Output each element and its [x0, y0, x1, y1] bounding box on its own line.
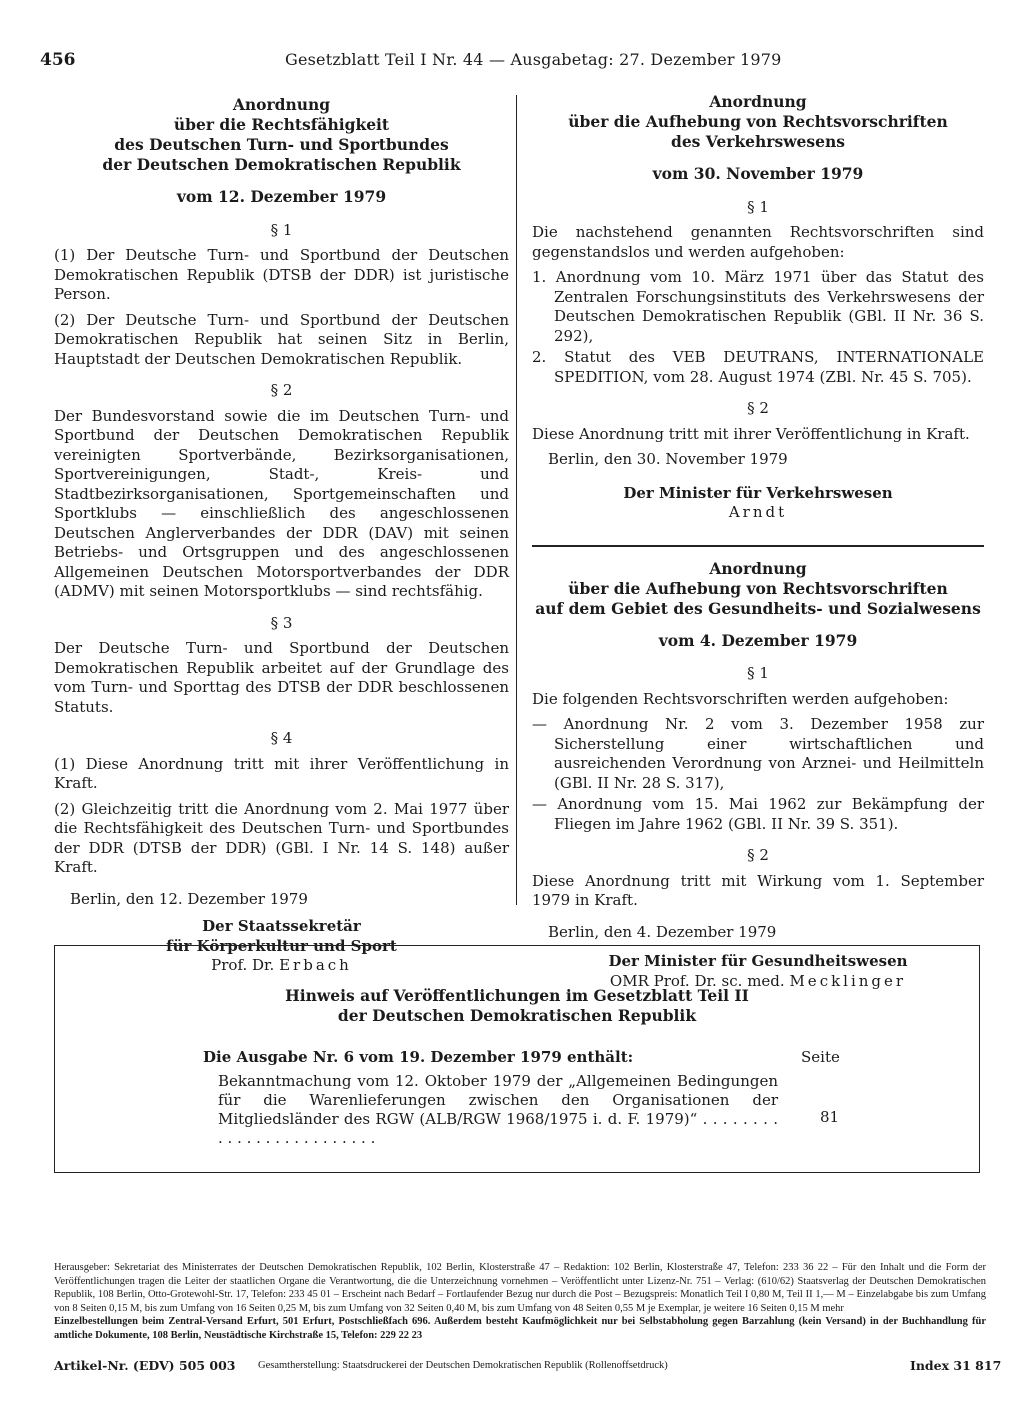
right-bottom-list-item: [532, 715, 984, 793]
list-dash: —: [532, 715, 547, 733]
right-bottom-signer-prefix: OMR Prof. Dr. sc. med.: [609, 971, 785, 990]
gazette-part-ii-notice: [54, 945, 980, 1173]
left-signer-title-line: Der Staatssekretär: [202, 917, 361, 935]
list-dash: —: [532, 795, 547, 813]
right-bottom-section-2-para: Diese Anordnung tritt mit Wirkung vom 1. September 1979 in Kraft.: [532, 871, 984, 909]
left-title-line: des Deutschen Turn- und Sportbundes: [114, 135, 449, 154]
right-top-section-1-intro: Die nachstehend genannten Rechtsvorschriften sind gegenstandslos und werden aufgehoben:: [532, 223, 984, 261]
notice-entry: Bekanntmachung vom 12. Oktober 1979 der „Allgemeinen Bedingungen für die Warenlieferungen zwischen den Organisationen der Mitgliedsländer des RGW (ALB/RGW 1968/1975 i. d. F. 1979)“ . . . . . . . . . . . . . . . . . . . . . . . . .: [218, 1072, 778, 1147]
left-title-line: der Deutschen Demokratischen Republik: [102, 155, 461, 174]
list-item-text: Anordnung vom 15. Mai 1962 zur Bekämpfung der Fliegen im Jahre 1962 (GBl. II Nr. 39 S. 351).: [554, 795, 984, 833]
article-number: Artikel-Nr. (EDV) 505 003: [54, 1358, 236, 1373]
imprint-text: Herausgeber: Sekretariat des Ministerrates der Deutschen Demokratischen Republik, 102 Berlin, Klosterstraße 47 – Redaktion: 102 Berlin, Klosterstraße 47, Telefon: 233 36 22 – Für den Inhalt und die Form der Veröffentlichungen tragen die Leiter der staatlichen Organe die Verantwortung, die die Unterzeichnung vornehmen – Veröffentlicht unter Lizenz-Nr. 751 – Verlag: (610/62) Staatsverlag der Deutschen Demokratischen Republik, 108 Berlin, Otto-Grotewohl-Str. 17, Telefon: 233 45 01 – Erscheint nach Bedarf – Fortlaufender Bezug nur durch die Post – Bezugspreis: Monatlich Teil I 0,80 M, Teil II 1,— M – Einzelabgabe bis zum Umfang von 8 Seiten 0,15 M, bis zum Umfang von 16 Seiten 0,25 M, bis zum Umfang von 32 Seiten 0,40 M, bis zum Umfang von 48 Seiten 0,55 M je Exemplar, je weitere 16 Seiten 0,15 M mehr: [54, 1262, 986, 1314]
index-number: Index 31 817: [910, 1358, 1002, 1373]
right-bottom-signer-title: Der Minister für Gesundheitswesen: [608, 952, 908, 970]
right-top-signer-title: Der Minister für Verkehrswesen: [623, 483, 893, 502]
right-bottom-title-line: Anordnung: [709, 558, 807, 578]
right-top-date: vom 30. November 1979: [652, 164, 864, 183]
list-item-text: Anordnung Nr. 2 vom 3. Dezember 1958 zur Sicherstellung einer wirtschaftlichen und ausreichenden Verordnung von Arznei- und Heilmitteln (GBl. II Nr. 28 S. 317),: [554, 715, 984, 792]
notice-title: [55, 986, 979, 1026]
right-bottom-section-2-heading: § 2: [747, 846, 769, 864]
right-top-signer-name: Arndt: [728, 503, 788, 521]
left-section-1-para-2: (2) Der Deutsche Turn- und Sportbund der Deutschen Demokratischen Republik hat seinen Sitz in Berlin, Hauptstadt der Deutschen Demokratischen Republik.: [54, 310, 509, 368]
right-top-section-1-heading: § 1: [747, 197, 769, 216]
right-top-title-line: über die Aufhebung von Rechtsvorschriften: [568, 112, 948, 131]
right-top-title-line: Anordnung: [709, 92, 807, 111]
notice-issue: Die Ausgabe Nr. 6 vom 19. Dezember 1979 enthält:: [203, 1048, 634, 1066]
right-bottom-title-line: über die Aufhebung von Rechtsvorschriften: [568, 578, 948, 598]
left-title-line: Anordnung: [232, 95, 331, 114]
right-bottom-section-1-intro: Die folgenden Rechtsvorschriften werden aufgehoben:: [532, 689, 949, 708]
right-top-list-item: [532, 348, 984, 387]
right-bottom-title: [532, 559, 984, 619]
left-section-2-heading: § 2: [270, 381, 293, 399]
right-bottom-signer-name: Mecklinger: [789, 971, 907, 990]
right-bottom-list-item: [532, 795, 984, 834]
left-section-4-heading: § 4: [270, 729, 293, 747]
left-section-3-para-1: Der Deutsche Turn- und Sportbund der Deutschen Demokratischen Republik arbeitet auf der Grundlage des vom Turn- und Sporttag des DTSB der DDR beschlossenen Statuts.: [54, 639, 509, 716]
left-section-2-para-1: Der Bundesvorstand sowie die im Deutschen Turn- und Sportbund der Deutschen Demokratischen Republik vereinigten Sportverbände, Bezirksorganisationen, Sportvereinigungen, Stadt-, Kreis- und Stadtbezirksorganisationen, Sportgemeinschaften und Sportklubs — einschließlich des angeschlossenen Deutschen Anglerverbandes der DDR (DAV) mit seinen Betriebs- und Ortsgruppen und des angeschlossenen Allgemeinen Deutschen Motorsportverbandes der DDR (ADMV) mit seinen Motorsportklubs — sind rechtsfähig.: [54, 406, 509, 600]
right-top-section-2-para: Diese Anordnung tritt mit ihrer Veröffentlichung in Kraft.: [532, 424, 970, 443]
left-column: [54, 95, 509, 976]
left-section-1-para-1: (1) Der Deutsche Turn- und Sportbund der Deutschen Demokratischen Republik (DTSB der DDR) ist juristische Person.: [54, 246, 509, 303]
section-divider: [532, 545, 984, 547]
left-section-1-heading: § 1: [270, 220, 293, 239]
list-item-text: Anordnung vom 10. März 1971 über das Statut des Zentralen Forschungsinstituts des Verkehrswesens der Deutschen Demokratischen Republik (GBl. II Nr. 36 S. 292),: [554, 268, 984, 345]
list-item-text: Statut des VEB DEUTRANS, INTERNATIONALE SPEDITION, vom 28. August 1974 (ZBl. Nr. 45 S. 705).: [554, 348, 984, 386]
right-bottom-section-1-heading: § 1: [747, 664, 769, 682]
right-top-title: [532, 92, 984, 152]
page-number: 456: [40, 50, 76, 70]
right-top-list-item: [532, 268, 984, 346]
right-bottom-title-line: auf dem Gebiet des Gesundheits- und Sozialwesens: [535, 598, 981, 618]
left-signer-title-line: für Körperkultur und Sport: [166, 936, 397, 955]
left-section-3-heading: § 3: [270, 613, 293, 632]
left-place-date: Berlin, den 12. Dezember 1979: [70, 889, 308, 908]
right-bottom-place-date: Berlin, den 4. Dezember 1979: [548, 922, 777, 941]
left-title: [54, 95, 509, 175]
notice-entry-page: 81: [820, 1108, 840, 1126]
notice-page-label: Seite: [801, 1048, 840, 1066]
right-column: [532, 92, 984, 991]
right-top-title-line: des Verkehrswesens: [670, 132, 845, 151]
notice-title-line: der Deutschen Demokratischen Republik: [337, 1006, 697, 1025]
left-date: vom 12. Dezember 1979: [176, 187, 387, 206]
list-number: 1.: [532, 268, 547, 286]
left-title-line: über die Rechtsfähigkeit: [173, 115, 390, 134]
left-section-4-para-2: (2) Gleichzeitig tritt die Anordnung vom 2. Mai 1977 über die Rechtsfähigkeit des Deutschen Turn- und Sportbundes der DDR (DTSB der DDR) (GBl. I Nr. 14 S. 148) außer Kraft.: [54, 799, 509, 876]
notice-title-line: Hinweis auf Veröffentlichungen im Gesetzblatt Teil II: [285, 986, 749, 1005]
list-number: 2.: [532, 348, 547, 366]
imprint-orders: Einzelbestellungen beim Zentral-Versand Erfurt, 501 Erfurt, Postschließfach 696. Außerdem besteht Kaufmöglichkeit nur bei Selbstabholung gegen Barzahlung (kein Versand) in der Buchhandlung für amtliche Dokumente, 108 Berlin, Neustädtische Kirchstraße 15, Telefon: 229 22 23: [54, 1316, 986, 1341]
left-signer-name: Erbach: [279, 956, 352, 974]
left-section-4-para-1: (1) Diese Anordnung tritt mit ihrer Veröffentlichung in Kraft.: [54, 754, 509, 792]
right-bottom-date: vom 4. Dezember 1979: [658, 630, 858, 650]
running-head: Gesetzblatt Teil I Nr. 44 — Ausgabetag: 27. Dezember 1979: [285, 50, 782, 69]
left-signer-prefix: Prof. Dr.: [211, 956, 275, 974]
production-note: Gesamtherstellung: Staatsdruckerei der Deutschen Demokratischen Republik (Rollenoffsetdruck): [258, 1360, 668, 1371]
right-top-place-date: Berlin, den 30. November 1979: [548, 450, 788, 468]
right-top-section-2-heading: § 2: [747, 399, 769, 417]
imprint: [54, 1261, 986, 1342]
column-divider: [516, 95, 517, 905]
